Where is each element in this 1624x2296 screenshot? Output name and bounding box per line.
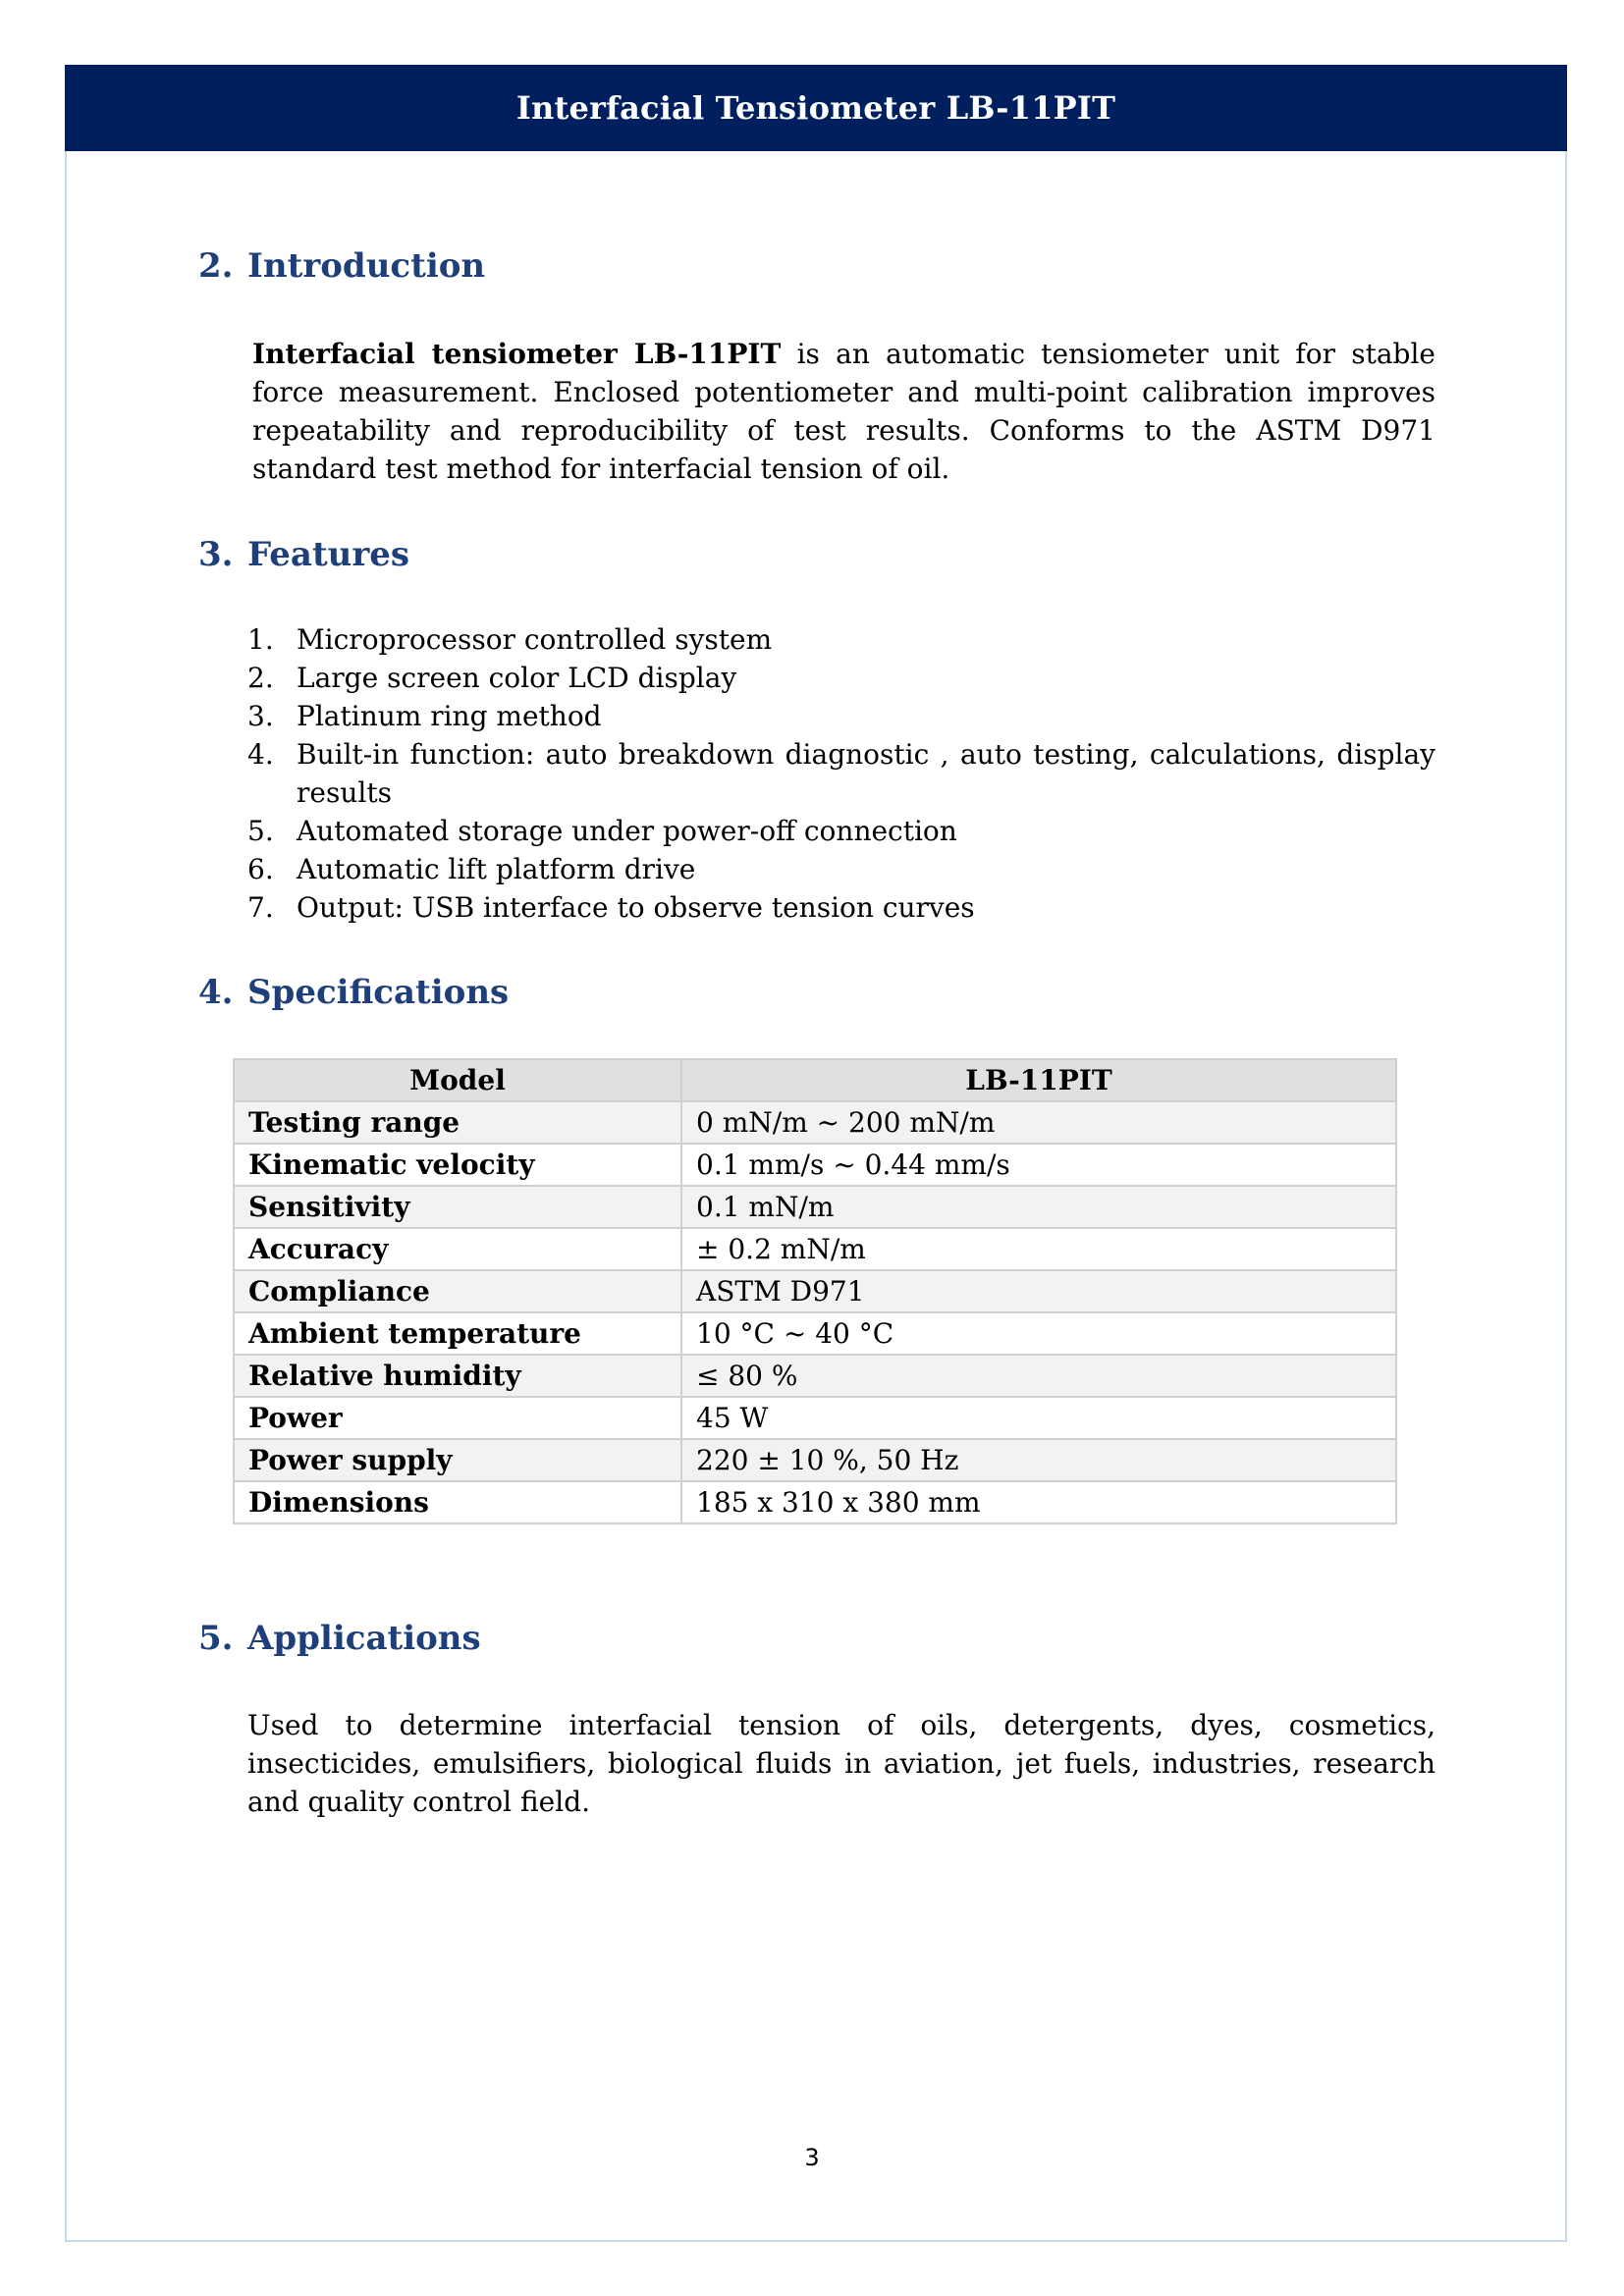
spec-label: Sensitivity (234, 1186, 681, 1228)
column-header-value: LB-11PIT (681, 1059, 1396, 1101)
features-list (247, 620, 1435, 927)
specifications-heading (198, 973, 510, 1012)
table-row (234, 1270, 1396, 1312)
specifications-table (233, 1058, 1397, 1524)
spec-label: Accuracy (234, 1228, 681, 1270)
introduction-paragraph (252, 335, 1435, 488)
spec-value: 10 °C ~ 40 °C (681, 1312, 1396, 1355)
table-row (234, 1144, 1396, 1186)
page-number: 3 (804, 2144, 820, 2171)
introduction-heading (198, 246, 486, 286)
spec-value: ASTM D971 (681, 1270, 1396, 1312)
spec-label: Dimensions (234, 1481, 681, 1523)
introduction-title: Introduction (247, 246, 486, 286)
specifications-number: 4. (198, 973, 234, 1012)
spec-value: ± 0.2 mN/m (681, 1228, 1396, 1270)
table-row (234, 1397, 1396, 1439)
feature-item (247, 850, 1435, 888)
specifications-header-row (234, 1059, 1396, 1101)
spec-value: 185 x 310 x 380 mm (681, 1481, 1396, 1523)
applications-paragraph: Used to determine interfacial tension of oils, detergents, dyes, cosmetics, insecticides, emulsifiers, biological fluids in aviation, jet fuels, industries, research and quality control field. (247, 1709, 1435, 1818)
spec-value: 0.1 mm/s ~ 0.44 mm/s (681, 1144, 1396, 1186)
spec-label: Power supply (234, 1439, 681, 1481)
table-row (234, 1101, 1396, 1144)
feature-text: Microprocessor controlled system (297, 623, 773, 656)
applications-title: Applications (247, 1619, 481, 1658)
feature-item (247, 659, 1435, 697)
spec-label: Ambient temperature (234, 1312, 681, 1355)
feature-number: 5. (247, 815, 274, 847)
table-row (234, 1439, 1396, 1481)
spec-label: Power (234, 1397, 681, 1439)
table-row (234, 1228, 1396, 1270)
spec-label: Kinematic velocity (234, 1144, 681, 1186)
table-row (234, 1355, 1396, 1397)
table-row (234, 1186, 1396, 1228)
spec-label: Testing range (234, 1101, 681, 1144)
feature-text: Large screen color LCD display (297, 662, 737, 694)
feature-text: Output: USB interface to observe tension curves (297, 891, 975, 924)
feature-text: Built-in function: auto breakdown diagnostic , auto testing, calculations, display results (297, 738, 1435, 809)
feature-number: 3. (247, 700, 274, 732)
spec-value: 45 W (681, 1397, 1396, 1439)
feature-number: 4. (247, 738, 274, 771)
introduction-lead: Interfacial tensiometer LB-11PIT (252, 338, 782, 370)
specifications-table-body (234, 1101, 1396, 1523)
feature-text: Automatic lift platform drive (297, 853, 696, 885)
spec-value: 220 ± 10 %, 50 Hz (681, 1439, 1396, 1481)
spec-value: 0 mN/m ~ 200 mN/m (681, 1101, 1396, 1144)
feature-text: Automated storage under power-off connection (297, 815, 957, 847)
feature-number: 2. (247, 662, 274, 694)
spec-value: 0.1 mN/m (681, 1186, 1396, 1228)
spec-value: ≤ 80 % (681, 1355, 1396, 1397)
document-header (65, 65, 1567, 151)
feature-item (247, 812, 1435, 850)
features-heading (198, 535, 410, 574)
feature-item (247, 735, 1435, 812)
introduction-number: 2. (198, 246, 234, 286)
applications-number: 5. (198, 1619, 234, 1658)
feature-number: 7. (247, 891, 274, 924)
column-header-model: Model (234, 1059, 681, 1101)
table-row (234, 1312, 1396, 1355)
applications-heading (198, 1619, 481, 1658)
feature-text: Platinum ring method (297, 700, 602, 732)
table-row (234, 1481, 1396, 1523)
feature-item (247, 697, 1435, 735)
feature-number: 6. (247, 853, 274, 885)
specifications-title: Specifications (247, 973, 510, 1012)
introduction-text: is an automatic tensiometer unit for stable force measurement. Enclosed potentiometer and multi-point calibration improves repeatability and reproducibility of test results. Conforms to the ASTM D971 standard test method for interfacial tension of oil. (252, 338, 1435, 485)
document-title: Interfacial Tensiometer LB-11PIT (515, 89, 1116, 127)
feature-item (247, 888, 1435, 927)
feature-number: 1. (247, 623, 274, 656)
features-number: 3. (198, 535, 234, 574)
feature-item (247, 620, 1435, 659)
spec-label: Relative humidity (234, 1355, 681, 1397)
features-title: Features (247, 535, 410, 574)
spec-label: Compliance (234, 1270, 681, 1312)
